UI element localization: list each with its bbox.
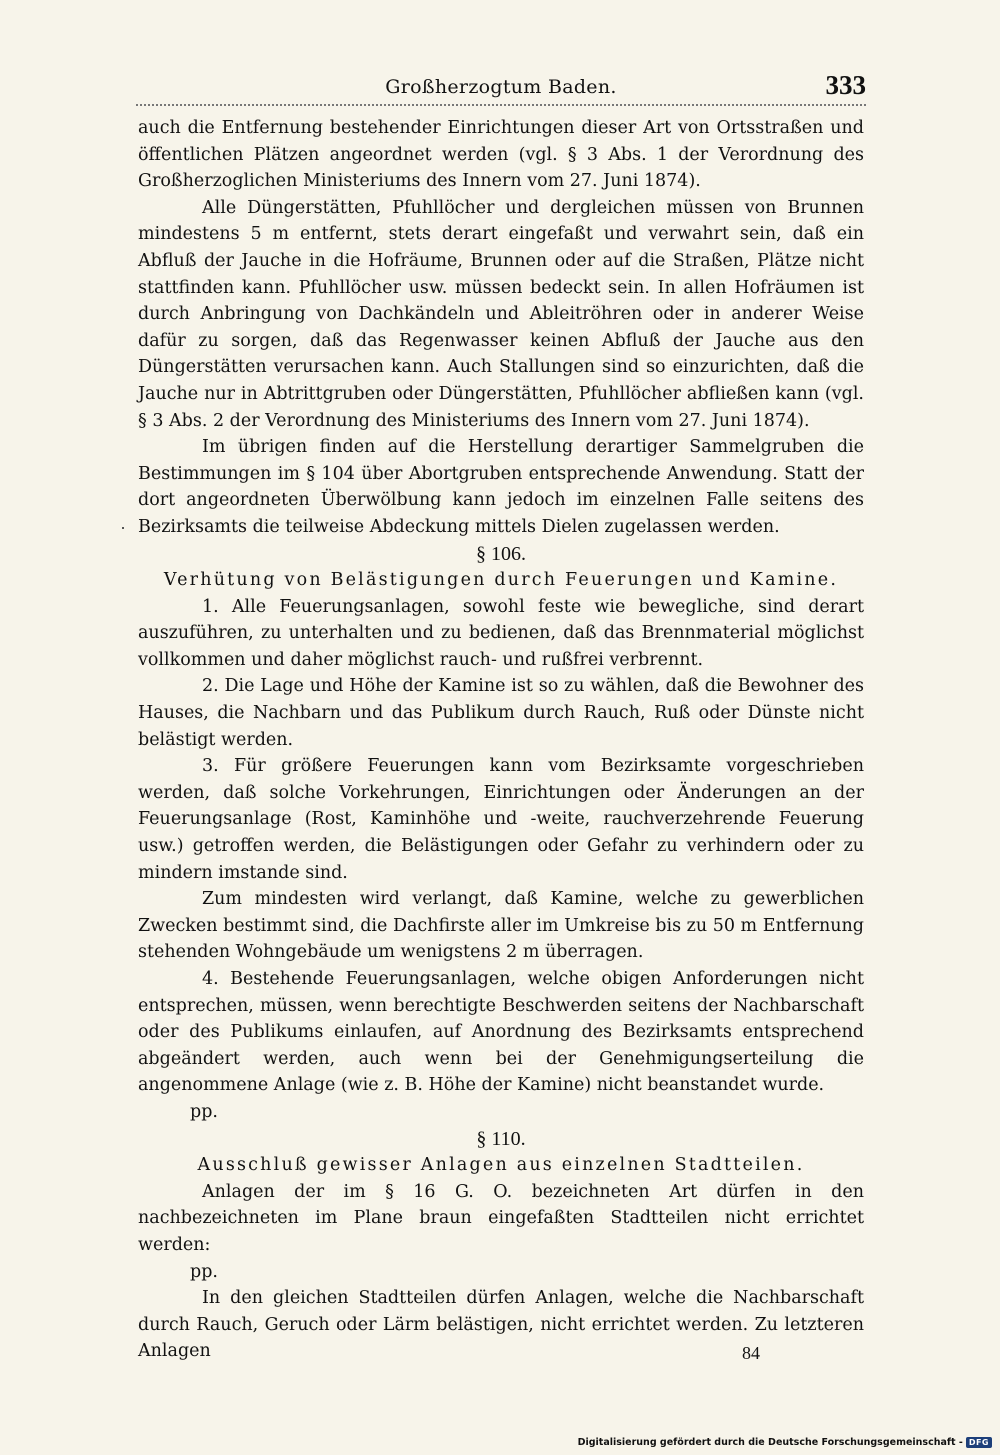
page-body [138,115,864,1365]
section-110-paragraph-2: In den gleichen Stadtteilen dürfen Anlagen, welche die Nachbarschaft durch Rauch, Geruch oder Lärm belästigen, nicht errichtet werden. Zu letzteren Anlagen [138,1288,864,1362]
section-106-title: Verhütung von Belästigungen durch Feuerungen und Kamine. [163,570,839,591]
section-106-item-2: 2. Die Lage und Höhe der Kamine ist so zu wählen, daß die Bewohner des Hauses, die Nachbarn und das Publikum durch Rauch, Ruß oder Dünste nicht belästigt werden. [138,676,864,750]
dfg-logo: DFG [966,1437,992,1448]
omission-marker: pp. [190,1261,218,1282]
section-110-paragraph-1: Anlagen der im § 16 G. O. bezeichneten Art dürfen in den nachbezeichneten im Plane braun eingefaßten Stadtteilen nicht errichtet werden: [138,1181,864,1255]
section-106-item-3-continued: Zum mindesten wird verlangt, daß Kamine, welche zu gewerblichen Zwecken bestimmt sind, die Dachfirste aller im Umkreise bis zu 50 m Entfernung stehenden Wohngebäude um wenigstens 2 m überragen. [138,889,864,963]
digitization-footer [578,1437,992,1448]
footer-text: Digitalisierung gefördert durch die Deutsche Forschungsgemeinschaft - [577,1437,963,1448]
section-110-title: Ausschluß gewisser Anlagen aus einzelnen Stadtteilen. [197,1155,805,1176]
margin-mark [122,527,124,529]
paragraph-duengerstaetten: Alle Düngerstätten, Pfuhllöcher und dergleichen müssen von Brunnen mindestens 5 m entfernt, stets derart eingefaßt und verwahrt sein, daß ein Abfluß der Jauche in die Hofräume, Brunnen oder auf die Straßen, Plätze nicht stattfinden kann. Pfuhllöcher usw. müssen bedeckt sein. In allen Hofräumen ist durch Anbringung von Dachkändeln und Ableitröhren oder in anderer Weise dafür zu sorgen, daß das Regenwasser keinen Abfluß der Jauche aus den Düngerstätten verursachen kann. Auch Stallungen sind so einzurichten, daß die Jauche nur in Abtrittgruben oder Düngerstätten, Pfuhllöcher abfließen kann (vgl. § 3 Abs. 2 der Verordnung des Ministeriums des Innern vom 27. Juni 1874). [138,197,864,431]
page-number: 333 [825,70,866,100]
paragraph-sammelgruben: Im übrigen finden auf die Herstellung derartiger Sammelgruben die Bestimmungen im § 104 über Abortgruben entsprechende Anwendung. Statt der dort angeordneten Überwölbung kann jedoch im einzelnen Falle seitens des Bezirksamts die teilweise Abdeckung mittels Dielen zugelassen werden. [138,437,864,537]
printer-signature: 84 [742,1343,760,1363]
page-header [136,70,866,106]
section-110-number: § 110. [476,1127,526,1150]
paragraph-continued: auch die Entfernung bestehender Einrichtungen dieser Art von Ortsstraßen und öffentlichen Plätzen angeordnet werden (vgl. § 3 Abs. 1 der Verordnung des Großherzoglichen Ministeriums des Innern vom 27. Juni 1874). [138,118,864,192]
header-rule [136,104,866,106]
section-106-item-4: 4. Bestehende Feuerungsanlagen, welche obigen Anforderungen nicht entsprechen, müssen, wenn berechtigte Beschwerden seitens der Nachbarschaft oder des Publikums einlaufen, auf Anordnung des Bezirksamts entsprechend abgeändert werden, auch wenn bei der Genehmigungserteilung die angenommene Anlage (wie z. B. Höhe der Kamine) nicht beanstandet wurde. [138,969,864,1096]
running-head: Großherzogtum Baden. [385,76,617,98]
section-106-number: § 106. [476,542,526,565]
omission-marker: pp. [190,1101,218,1122]
section-106-item-1: 1. Alle Feuerungsanlagen, sowohl feste wie bewegliche, sind derart auszuführen, zu unterhalten und zu bedienen, daß das Brennmaterial möglichst vollkommen und daher möglichst rauch- und rußfrei verbrennt. [138,596,864,670]
section-106-item-3: 3. Für größere Feuerungen kann vom Bezirksamte vorgeschrieben werden, daß solche Vorkehrungen, Einrichtungen oder Änderungen an der Feuerungsanlage (Rost, Kaminhöhe und -weite, rauchverzehrende Feuerung usw.) getroffen werden, die Belästigungen oder Gefahr zu verhindern oder zu mindern imstande sind. [138,756,864,883]
